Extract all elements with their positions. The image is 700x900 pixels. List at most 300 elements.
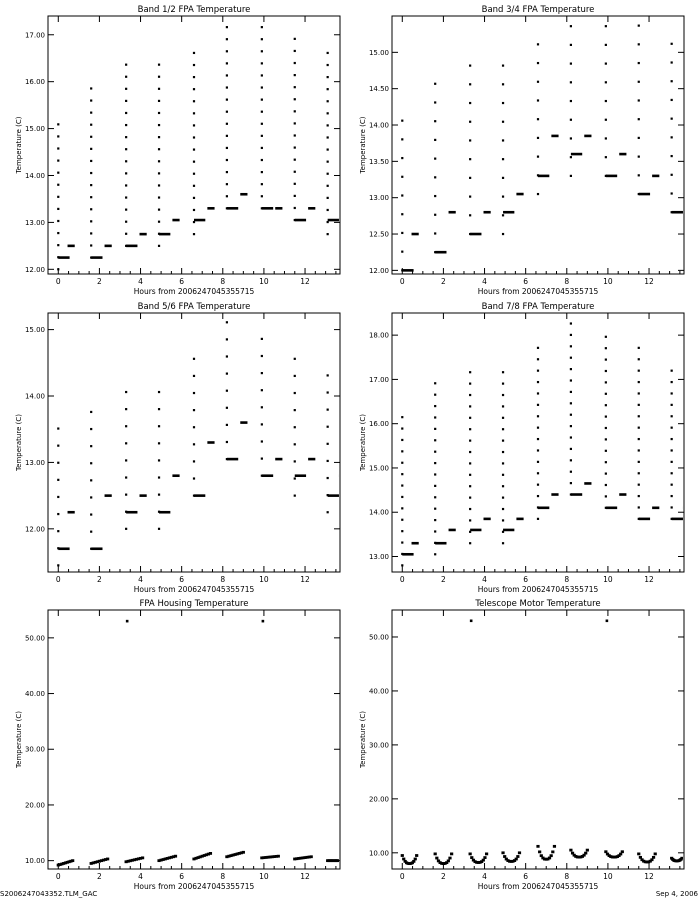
data-point (606, 507, 617, 510)
data-point (125, 76, 127, 78)
data-point (226, 26, 228, 28)
data-point (671, 99, 673, 101)
outlier-point (126, 620, 129, 623)
data-point (469, 121, 471, 123)
data-point (193, 173, 195, 175)
data-point (327, 161, 329, 163)
data-point (125, 408, 127, 410)
data-point (327, 100, 329, 102)
data-point (502, 485, 504, 487)
plot-frame (48, 313, 340, 572)
data-point (57, 427, 59, 429)
data-point (140, 233, 147, 236)
data-point (68, 245, 75, 248)
data-point (327, 477, 329, 479)
data-point (502, 451, 504, 453)
data-point (469, 371, 471, 373)
y-tick-label: 14.00 (368, 508, 389, 517)
data-point (605, 44, 607, 46)
data-point (537, 118, 539, 120)
data-point (501, 851, 504, 854)
data-point (605, 137, 607, 139)
data-point (469, 474, 471, 476)
data-point (194, 494, 205, 497)
data-point (226, 355, 228, 357)
data-point (639, 518, 650, 521)
data-points (401, 322, 690, 566)
y-tick-label: 13.00 (368, 194, 389, 203)
data-point (605, 358, 607, 360)
data-point (638, 484, 640, 486)
data-point (327, 374, 329, 376)
data-point (537, 381, 539, 383)
data-point (226, 135, 228, 137)
x-tick-label: 6 (523, 872, 529, 881)
plot-frame (392, 610, 684, 869)
data-point (125, 221, 127, 223)
data-point (401, 854, 404, 857)
data-point (469, 852, 472, 855)
data-point (193, 209, 195, 211)
data-point (469, 139, 471, 141)
data-point (570, 482, 572, 484)
data-point (605, 336, 607, 338)
data-point (638, 495, 640, 497)
data-point (516, 518, 523, 521)
data-point (638, 449, 640, 451)
chart-title: FPA Housing Temperature (139, 599, 249, 609)
data-point (502, 474, 504, 476)
data-point (516, 193, 523, 196)
outlier-point (470, 619, 473, 622)
x-tick-label: 2 (441, 575, 446, 584)
data-point (469, 485, 471, 487)
data-point (261, 99, 263, 101)
data-point (434, 195, 436, 197)
y-tick-label: 10.00 (24, 857, 45, 866)
data-point (194, 219, 205, 222)
data-point (570, 379, 572, 381)
chart-panel-1 (15, 5, 346, 296)
x-axis-label: Hours from 2006247045355715 (133, 882, 255, 891)
data-point (584, 852, 587, 855)
data-point (639, 193, 650, 196)
data-point (638, 118, 640, 120)
data-point (328, 219, 339, 222)
data-point (435, 251, 446, 254)
y-axis-label: Temperature (C) (15, 414, 23, 471)
data-point (638, 472, 640, 474)
data-point (294, 74, 296, 76)
data-point (469, 65, 471, 67)
data-point (434, 83, 436, 85)
data-point (227, 458, 238, 461)
data-point (638, 392, 640, 394)
data-point (570, 448, 572, 450)
y-tick-label: 12.50 (368, 230, 389, 239)
x-tick-label: 2 (441, 277, 446, 286)
data-point (294, 38, 296, 40)
data-point (434, 485, 436, 487)
data-point (125, 160, 127, 162)
data-point (469, 451, 471, 453)
x-tick-label: 10 (259, 872, 269, 881)
data-point (261, 458, 263, 460)
data-point (516, 855, 519, 858)
data-point (294, 50, 296, 52)
data-point (172, 219, 179, 222)
data-point (484, 518, 491, 521)
x-tick-label: 12 (300, 575, 310, 584)
data-point (434, 519, 436, 521)
x-tick-label: 0 (55, 575, 61, 584)
data-point (502, 65, 504, 67)
data-point (671, 506, 673, 508)
data-point (586, 849, 589, 852)
data-point (680, 857, 683, 860)
data-point (412, 542, 419, 545)
data-point (226, 123, 228, 125)
x-tick-label: 2 (441, 872, 446, 881)
data-point (327, 52, 329, 54)
data-point (294, 392, 296, 394)
x-tick-label: 0 (55, 872, 61, 881)
plot-frame (48, 16, 340, 274)
y-tick-label: 40.00 (24, 690, 45, 699)
data-point (570, 175, 572, 177)
data-point (57, 244, 59, 246)
data-point (193, 136, 195, 138)
data-point (638, 370, 640, 372)
data-point (584, 482, 591, 485)
data-point (193, 426, 195, 428)
y-tick-label: 17.00 (24, 31, 45, 40)
x-tick-label: 10 (603, 277, 613, 286)
data-point (126, 511, 137, 514)
data-point (401, 120, 403, 122)
data-point (294, 183, 296, 185)
data-point (401, 194, 403, 196)
data-point (605, 100, 607, 102)
data-point (90, 99, 92, 101)
data-point (538, 507, 549, 510)
data-point (294, 171, 296, 173)
data-point (469, 497, 471, 499)
data-point (58, 547, 69, 550)
chart-title: Band 3/4 FPA Temperature (481, 5, 595, 15)
data-point (401, 232, 403, 234)
data-point (125, 64, 127, 66)
data-point (570, 345, 572, 347)
data-point (261, 355, 263, 357)
data-point (434, 439, 436, 441)
data-point (261, 171, 263, 173)
data-point (327, 511, 329, 513)
data-point (570, 334, 572, 336)
data-point (502, 428, 504, 430)
y-tick-label: 12.00 (24, 265, 45, 274)
data-point (537, 495, 539, 497)
y-tick-label: 15.00 (368, 48, 389, 57)
data-point (469, 428, 471, 430)
data-point (402, 269, 413, 272)
data-point (414, 858, 417, 861)
x-axis-label: Hours from 2006247045355715 (133, 287, 255, 296)
data-point (652, 175, 659, 178)
x-tick-label: 10 (259, 277, 269, 286)
data-point (401, 507, 403, 509)
data-point (226, 99, 228, 101)
data-point (553, 845, 556, 848)
data-point (638, 43, 640, 45)
plot-frame (392, 16, 684, 274)
data-point (158, 221, 160, 223)
footer-date: Sep 4, 2006 (655, 890, 698, 898)
data-point (193, 409, 195, 411)
data-point (570, 137, 572, 139)
data-point (502, 394, 504, 396)
data-point (537, 461, 539, 463)
data-point (193, 185, 195, 187)
data-point (158, 442, 160, 444)
data-point (469, 405, 471, 407)
data-point (327, 197, 329, 199)
data-point (158, 148, 160, 150)
data-point (71, 859, 74, 862)
data-point (605, 25, 607, 27)
y-axis-label: Temperature (C) (15, 711, 23, 768)
data-point (57, 462, 59, 464)
data-point (638, 25, 640, 27)
data-point (261, 183, 263, 185)
data-point (671, 118, 673, 120)
chart-title: Band 5/6 FPA Temperature (137, 302, 251, 312)
data-point (502, 462, 504, 464)
data-point (240, 421, 247, 424)
data-point (401, 564, 403, 566)
chart-title: Band 7/8 FPA Temperature (481, 302, 595, 312)
x-tick-label: 0 (399, 872, 405, 881)
data-point (261, 135, 263, 137)
x-tick-label: 4 (482, 872, 487, 881)
data-point (158, 476, 160, 478)
y-axis-label: Temperature (C) (359, 414, 367, 471)
data-point (158, 172, 160, 174)
data-point (570, 425, 572, 427)
data-point (605, 484, 607, 486)
data-point (57, 135, 59, 137)
x-tick-label: 6 (179, 575, 185, 584)
data-point (570, 414, 572, 416)
data-point (226, 407, 228, 409)
y-tick-label: 13.00 (24, 218, 45, 227)
data-point (537, 415, 539, 417)
data-point (638, 174, 640, 176)
y-tick-label: 15.00 (24, 125, 45, 134)
data-point (158, 124, 160, 126)
data-point (226, 441, 228, 443)
x-tick-label: 12 (300, 872, 310, 881)
y-tick-label: 10.00 (368, 849, 389, 858)
data-point (671, 80, 673, 82)
data-point (502, 233, 504, 235)
data-point (327, 460, 329, 462)
y-tick-label: 14.00 (368, 121, 389, 130)
data-point (450, 852, 453, 855)
x-tick-label: 2 (97, 277, 102, 286)
data-point (605, 473, 607, 475)
data-point (158, 209, 160, 211)
data-point (125, 233, 127, 235)
data-point (294, 159, 296, 161)
data-point (327, 391, 329, 393)
data-point (90, 531, 92, 533)
data-point (434, 158, 436, 160)
data-point (57, 159, 59, 161)
data-point (90, 232, 92, 234)
data-point (68, 511, 75, 514)
data-point (469, 83, 471, 85)
data-point (262, 474, 273, 477)
data-point (434, 382, 436, 384)
data-point (537, 472, 539, 474)
data-point (671, 192, 673, 194)
data-point (261, 50, 263, 52)
data-point (401, 484, 403, 486)
data-point (671, 392, 673, 394)
data-point (261, 389, 263, 391)
data-point (193, 124, 195, 126)
data-point (538, 850, 541, 853)
data-point (469, 196, 471, 198)
data-point (605, 404, 607, 406)
data-point (605, 438, 607, 440)
data-point (570, 81, 572, 83)
data-point (327, 185, 329, 187)
data-point (671, 43, 673, 45)
data-point (261, 62, 263, 64)
data-point (671, 461, 673, 463)
data-point (226, 111, 228, 113)
data-points (401, 619, 684, 865)
data-point (207, 441, 214, 444)
data-point (638, 506, 640, 508)
data-point (91, 547, 102, 550)
data-point (605, 156, 607, 158)
data-point (470, 529, 481, 532)
data-point (503, 211, 514, 214)
x-tick-label: 2 (97, 575, 102, 584)
data-point (294, 86, 296, 88)
data-point (503, 529, 514, 532)
data-point (434, 496, 436, 498)
data-point (226, 50, 228, 52)
data-point (261, 147, 263, 149)
data-point (209, 852, 212, 855)
data-point (57, 147, 59, 149)
data-point (551, 493, 558, 496)
data-point (502, 519, 504, 521)
data-point (434, 473, 436, 475)
data-point (294, 98, 296, 100)
data-point (515, 858, 518, 861)
data-point (295, 219, 306, 222)
data-point (537, 438, 539, 440)
chart-panel-4 (359, 302, 690, 594)
data-point (57, 208, 59, 210)
x-tick-label: 12 (644, 277, 654, 286)
x-tick-label: 6 (179, 277, 185, 286)
data-point (125, 196, 127, 198)
data-point (605, 381, 607, 383)
data-point (434, 416, 436, 418)
data-point (672, 518, 683, 521)
data-point (401, 157, 403, 159)
data-point (193, 358, 195, 360)
data-point (401, 213, 403, 215)
data-point (125, 209, 127, 211)
data-point (295, 474, 306, 477)
data-point (125, 425, 127, 427)
y-tick-label: 30.00 (24, 745, 45, 754)
data-point (537, 484, 539, 486)
data-point (126, 245, 137, 248)
data-point (327, 136, 329, 138)
data-point (638, 427, 640, 429)
data-point (226, 147, 228, 149)
data-point (434, 508, 436, 510)
data-point (482, 859, 485, 862)
data-point (158, 160, 160, 162)
data-point (571, 153, 582, 156)
data-point (502, 83, 504, 85)
data-point (570, 368, 572, 370)
data-point (537, 62, 539, 64)
data-point (435, 857, 438, 860)
data-point (57, 172, 59, 174)
data-point (242, 851, 245, 854)
data-point (469, 508, 471, 510)
data-point (226, 390, 228, 392)
y-axis-label: Temperature (C) (15, 116, 23, 174)
data-point (294, 426, 296, 428)
data-point (90, 124, 92, 126)
data-point (469, 394, 471, 396)
data-point (159, 511, 170, 514)
data-point (537, 99, 539, 101)
data-point (193, 76, 195, 78)
data-point (447, 859, 450, 862)
data-point (537, 358, 539, 360)
data-point (434, 428, 436, 430)
data-point (671, 415, 673, 417)
data-point (401, 427, 403, 429)
data-point (226, 183, 228, 185)
data-point (193, 148, 195, 150)
data-point (277, 855, 280, 858)
data-point (308, 207, 315, 210)
data-point (158, 88, 160, 90)
data-point (90, 462, 92, 464)
data-point (605, 416, 607, 418)
data-point (193, 460, 195, 462)
data-point (158, 100, 160, 102)
data-point (261, 111, 263, 113)
data-point (57, 530, 59, 532)
data-point (174, 855, 177, 858)
data-point (536, 845, 539, 848)
x-tick-label: 0 (399, 575, 405, 584)
